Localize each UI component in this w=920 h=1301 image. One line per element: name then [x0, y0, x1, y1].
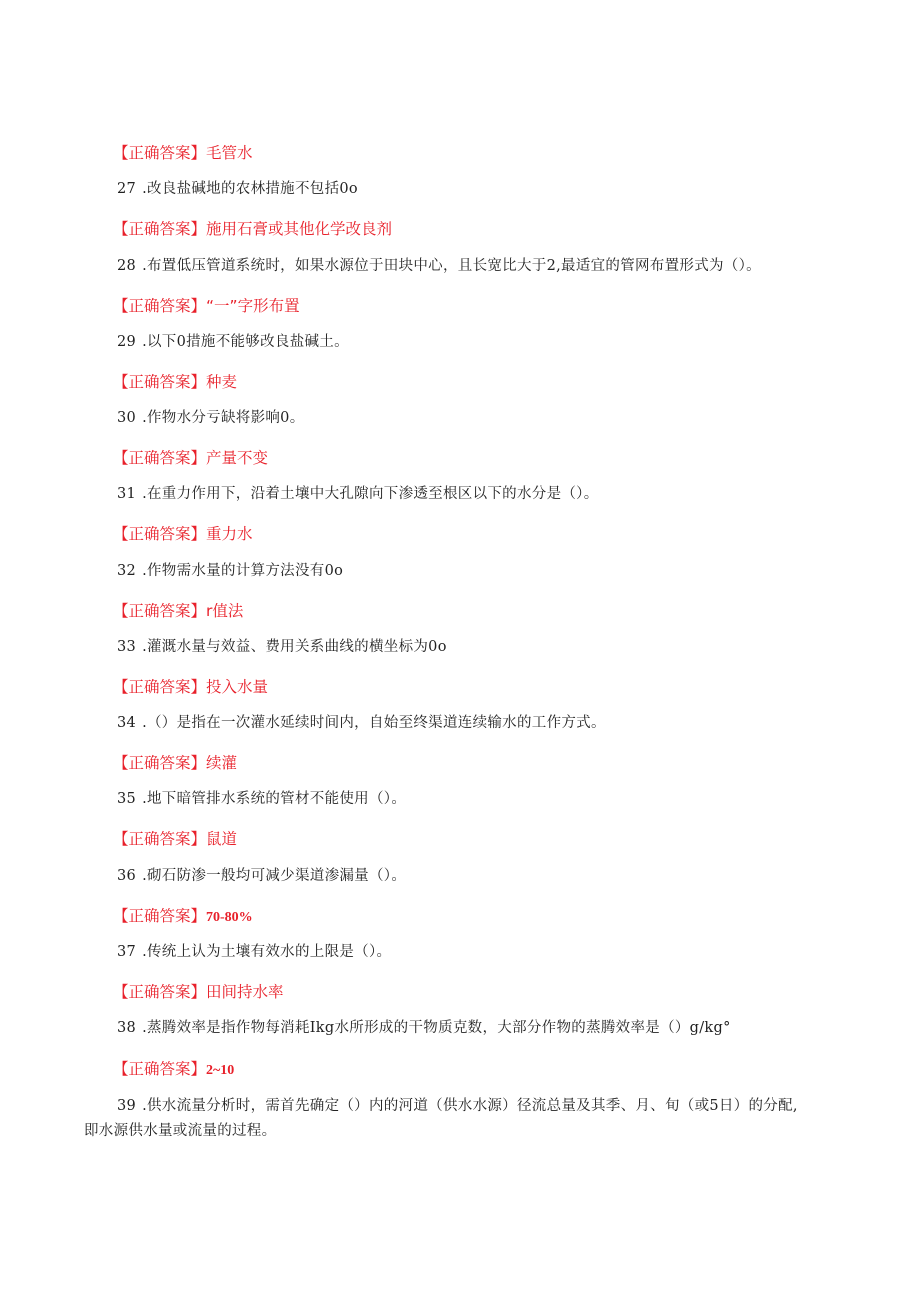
- answer-value: 田间持水率: [206, 983, 284, 1001]
- question-line: [117, 866, 406, 886]
- answer-line: [113, 829, 237, 849]
- question-line: [117, 484, 599, 504]
- question-line: [117, 256, 761, 276]
- answer-value: 70-80%: [206, 910, 253, 925]
- answer-label: 【正确答案】: [113, 907, 207, 925]
- answer-line: [113, 448, 268, 468]
- answer-value: 施用石膏或其他化学改良剂: [206, 220, 393, 238]
- answer-label: 【正确答案】: [113, 1060, 207, 1078]
- answer-line: [113, 219, 392, 239]
- question-text: .供水流量分析时，需首先确定（）内的河道（供水水源）径流总量及其季、月、旬（或5日）的分配,: [142, 1098, 798, 1114]
- answer-label: 【正确答案】: [113, 449, 207, 467]
- answer-label: 【正确答案】: [113, 525, 207, 543]
- question-number: 36: [117, 868, 137, 884]
- question-line: [117, 713, 606, 733]
- question-line: [117, 789, 406, 809]
- answer-line: [113, 601, 243, 621]
- answer-label: 【正确答案】: [113, 754, 207, 772]
- question-text-continued: 即水源供水量或流量的过程。: [84, 1123, 277, 1139]
- question-text: .作物水分亏缺将影响0。: [142, 410, 305, 426]
- question-number: 37: [117, 944, 137, 960]
- question-text: .蒸腾效率是指作物每消耗Ikg水所形成的干物质克数，大部分作物的蒸腾效率是（）g/kg°: [142, 1020, 731, 1036]
- question-line: [117, 942, 391, 962]
- answer-line: [113, 524, 253, 544]
- answer-line: [113, 296, 300, 316]
- answer-line: [113, 1059, 234, 1081]
- question-text: .布置低压管道系统时，如果水源位于田块中心，且长宽比大于2,最适宜的管网布置形式为（）。: [142, 258, 761, 274]
- question-line: [84, 1094, 837, 1144]
- question-number: 30: [117, 410, 137, 426]
- question-number: 28: [117, 258, 137, 274]
- question-line: [117, 637, 447, 657]
- question-text: .在重力作用下，沿着土壤中大孔隙向下渗透至根区以下的水分是（）。: [142, 486, 599, 502]
- question-number: 27: [117, 181, 137, 197]
- question-line: [117, 408, 305, 428]
- question-text: .改良盐碱地的农林措施不包括0o: [142, 181, 358, 197]
- answer-value: 种麦: [206, 373, 238, 391]
- question-text: .砌石防渗一般均可减少渠道渗漏量（）。: [142, 868, 407, 884]
- answer-value: 重力水: [206, 525, 253, 543]
- answer-value: 产量不变: [206, 449, 269, 467]
- answer-label: 【正确答案】: [113, 144, 207, 162]
- answer-value: 鼠道: [206, 830, 238, 848]
- question-text: .地下暗管排水系统的管材不能使用（）。: [142, 791, 407, 807]
- question-text: .作物需水量的计算方法没有0o: [142, 563, 344, 579]
- question-text: .传统上认为土壤有效水的上限是（）。: [142, 944, 392, 960]
- question-line: [117, 561, 343, 581]
- question-number: 33: [117, 639, 137, 655]
- question-number: 35: [117, 791, 137, 807]
- question-line: [117, 1018, 731, 1038]
- answer-label: 【正确答案】: [113, 830, 207, 848]
- answer-label: 【正确答案】: [113, 297, 207, 315]
- question-line: [117, 179, 358, 199]
- answer-line: [113, 143, 253, 163]
- answer-line: [113, 906, 253, 928]
- question-number: 29: [117, 334, 137, 350]
- question-number: 38: [117, 1020, 137, 1036]
- answer-label: 【正确答案】: [113, 602, 207, 620]
- question-number: 39: [117, 1098, 137, 1114]
- question-text: .灌溉水量与效益、费用关系曲线的横坐标为0o: [142, 639, 447, 655]
- answer-value: 毛管水: [206, 144, 253, 162]
- question-number: 32: [117, 563, 137, 579]
- answer-line: [113, 677, 268, 697]
- question-line: [117, 332, 349, 352]
- question-text: .以下0措施不能够改良盐碱土。: [142, 334, 349, 350]
- answer-line: [113, 982, 284, 1002]
- question-number: 34: [117, 715, 137, 731]
- answer-line: [113, 753, 237, 773]
- answer-label: 【正确答案】: [113, 373, 207, 391]
- answer-label: 【正确答案】: [113, 678, 207, 696]
- answer-value: 续灌: [206, 754, 238, 772]
- answer-line: [113, 372, 237, 392]
- question-number: 31: [117, 486, 137, 502]
- answer-value: 2~10: [206, 1063, 235, 1078]
- answer-label: 【正确答案】: [113, 220, 207, 238]
- answer-label: 【正确答案】: [113, 983, 207, 1001]
- question-text: .（）是指在一次灌水延续时间内，自始至终渠道连续输水的工作方式。: [142, 715, 606, 731]
- answer-value: 投入水量: [206, 678, 269, 696]
- answer-value: r值法: [206, 602, 244, 620]
- answer-value: “一”字形布置: [206, 297, 300, 315]
